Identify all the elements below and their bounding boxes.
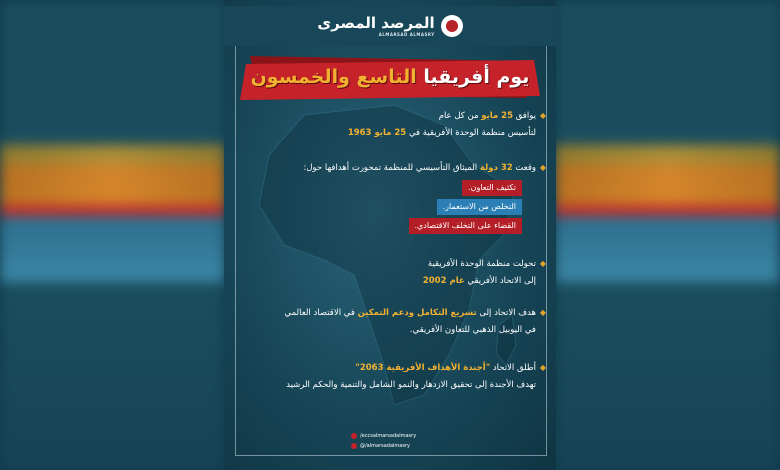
africa-bullet-icon: ◆	[539, 363, 546, 372]
blurred-background-left	[0, 0, 225, 470]
facebook-link[interactable]: /eccsalmarsadalmasry	[351, 431, 431, 441]
page-title: يوم أفريقيا التاسع والخمسون	[250, 66, 530, 88]
brand-logo	[224, 6, 556, 46]
instagram-link[interactable]: @/almarsadalmasry	[351, 441, 431, 451]
instagram-icon	[351, 443, 357, 449]
goal-tag: تكثيف التعاون.	[462, 180, 522, 196]
info-block-transition: ◆ تحولت منظمة الوحدة الأفريقية إلى الاتحاد الأفريقي عام 2002	[422, 259, 546, 286]
info-block-agenda: ◆ أطلق الاتحاد "أجندة الأهداف الأفريقية 2063" تهدف الأجندة إلى تحقيق الازدهار والنمو الشامل والتنمية والحكم الرشيد	[286, 363, 546, 390]
info-block-goal: ◆ هدف الاتحاد إلى تسريع التكامل ودعم التمكين في الاقتصاد العالمي في اليوبيل الذهبي للتعاون الأفريقي.	[284, 308, 546, 335]
africa-bullet-icon: ◆	[539, 259, 546, 268]
africa-bullet-icon: ◆	[539, 308, 546, 317]
logo-english-text: ALMARSAD ALMASRY	[378, 31, 435, 37]
goal-tag: التخلص من الاستعمار.	[437, 199, 522, 215]
info-block-founding: ◆ يوافق 25 مايو من كل عام لتأسيس منظمة الوحدة الأفريقية في 25 مايو 1963	[347, 111, 546, 138]
facebook-icon	[351, 433, 357, 439]
globe-logo-icon	[441, 15, 463, 37]
africa-bullet-icon: ◆	[539, 111, 546, 120]
goal-tag: القضاء على التخلف الاقتصادي.	[409, 218, 523, 234]
logo-arabic-text: المرصد المصرى	[317, 13, 435, 32]
social-footer	[351, 431, 431, 451]
africa-bullet-icon: ◆	[539, 163, 546, 172]
info-block-charter: ◆ وقعت 32 دولة الميثاق التأسيسي للمنظمة تمحورت أهدافها حول: تكثيف التعاون. التخلص من الاستعمار. القضاء على التخلف الاقتصادي.	[246, 160, 536, 234]
blurred-background-right	[555, 0, 780, 470]
infographic-poster	[224, 0, 556, 470]
